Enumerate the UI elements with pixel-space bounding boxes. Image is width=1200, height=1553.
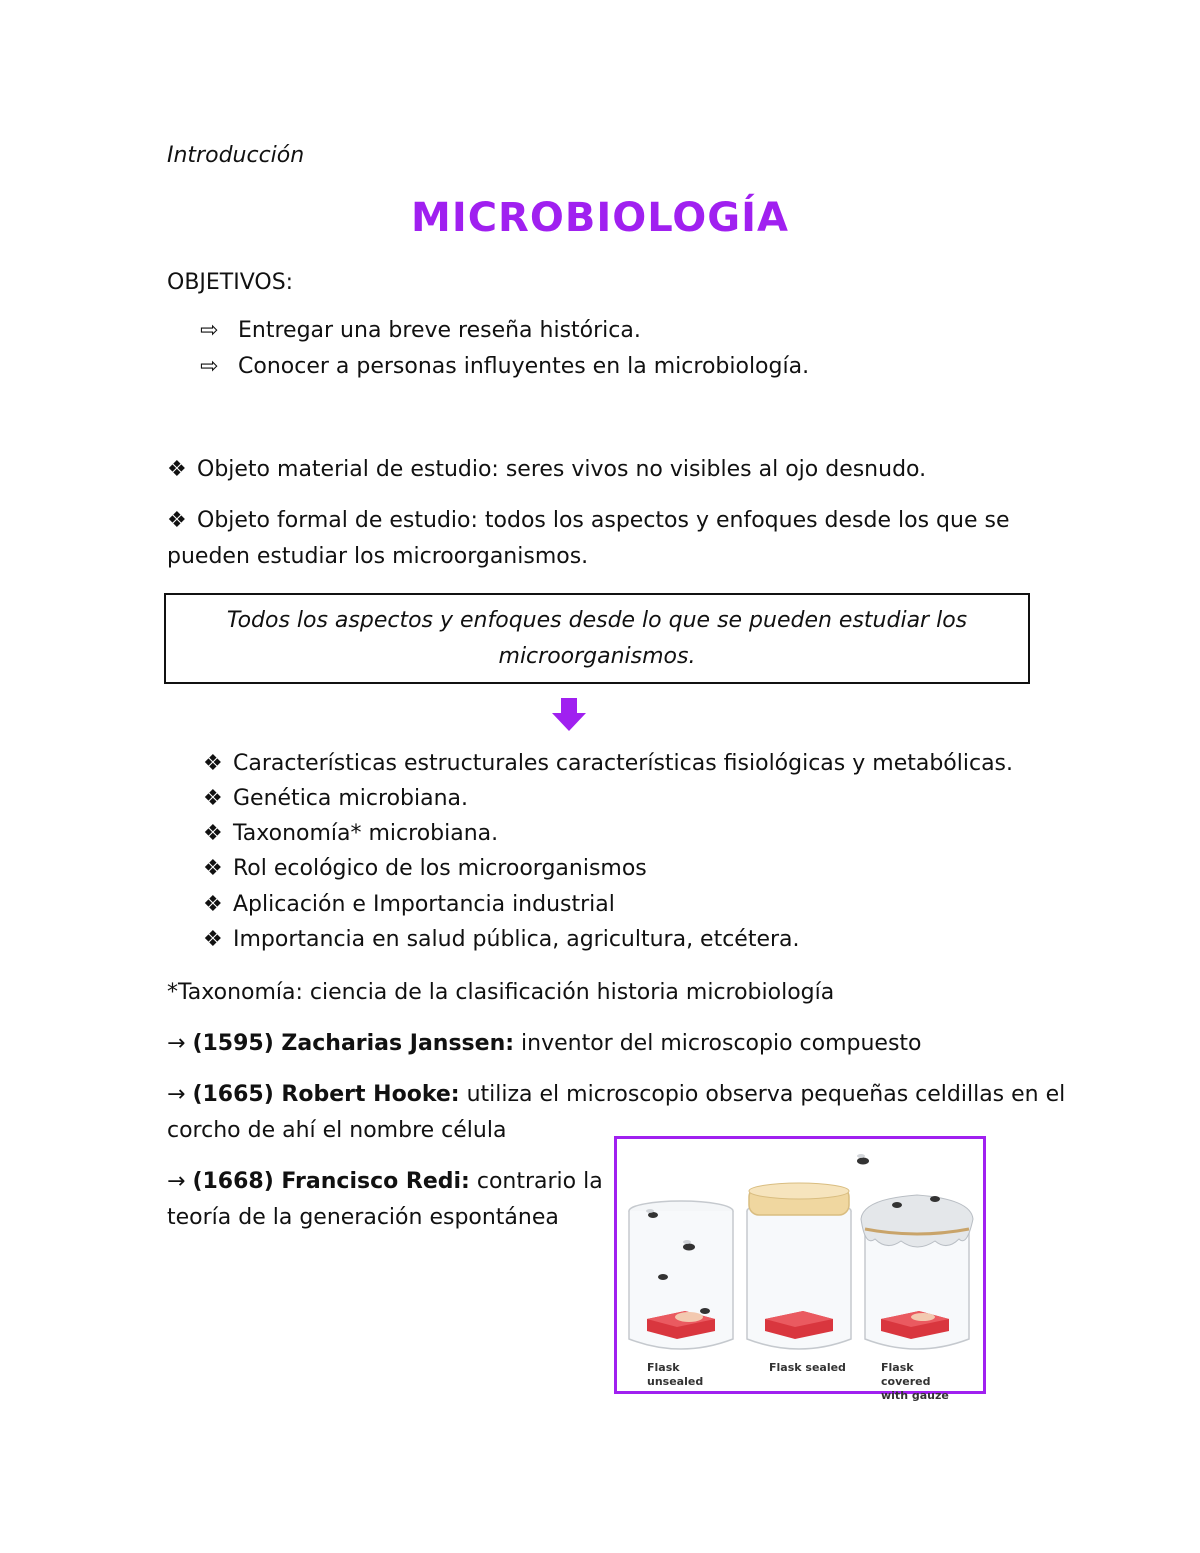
intro-heading: Introducción [167, 143, 305, 168]
objectives-label: OBJETIVOS: [167, 270, 294, 295]
history-hooke-line2: corcho de ahí el nombre célula [167, 1118, 507, 1143]
diamond-bullet-icon: ❖ [203, 821, 223, 846]
diamond-bullet-icon: ❖ [203, 856, 223, 881]
objective-item: ⇨ Entregar una breve reseña histórica. [200, 313, 641, 349]
study-item: ❖ Genética microbiana. [203, 781, 468, 817]
history-redi: → (1668) Francisco Redi: contrario la [167, 1169, 603, 1194]
caption-flask-sealed: Flask sealed [769, 1361, 846, 1374]
history-redi-line2: teoría de la generación espontánea [167, 1205, 559, 1230]
objeto-formal-line2: pueden estudiar los microorganismos. [167, 544, 589, 569]
arrow-icon: → [167, 1169, 193, 1194]
history-janssen: → (1595) Zacharias Janssen: inventor del microscopio compuesto [167, 1031, 922, 1056]
diamond-bullet-icon: ❖ [203, 786, 223, 811]
objeto-material: ❖ Objeto material de estudio: seres vivos no visibles al ojo desnudo. [167, 452, 926, 488]
right-arrow-icon: ⇨ [200, 318, 219, 343]
study-item: ❖ Taxonomía* microbiana. [203, 816, 498, 852]
right-arrow-icon: ⇨ [200, 354, 219, 379]
objeto-formal-line1: ❖ Objeto formal de estudio: todos los aspectos y enfoques desde los que se [167, 503, 1009, 539]
diamond-bullet-icon: ❖ [167, 508, 187, 533]
definition-box-text: Todos los aspectos y enfoques desde lo que se pueden estudiar los microorganismos. [226, 608, 968, 669]
study-item: ❖ Importancia en salud pública, agricultura, etcétera. [203, 922, 800, 958]
arrow-icon: → [167, 1031, 193, 1056]
study-item: ❖ Rol ecológico de los microorganismos [203, 851, 647, 887]
caption-flask-unsealed: Flask unsealed [647, 1361, 704, 1388]
flask-gauze [861, 1195, 973, 1349]
redi-experiment-figure [614, 1136, 986, 1402]
flask-sealed [747, 1183, 851, 1349]
taxonomy-note: *Taxonomía: ciencia de la clasificación historia microbiología [167, 980, 835, 1005]
flasks-illustration [617, 1139, 983, 1391]
arrow-icon: → [167, 1082, 193, 1107]
history-hooke: → (1665) Robert Hooke: utiliza el microscopio observa pequeñas celdillas en el [167, 1082, 1066, 1107]
diamond-bullet-icon: ❖ [203, 927, 223, 952]
page-title: MICROBIOLOGÍA [411, 195, 789, 241]
diamond-bullet-icon: ❖ [203, 751, 223, 776]
objective-item: ⇨ Conocer a personas influyentes en la microbiología. [200, 349, 809, 385]
study-item: ❖ Características estructurales características fisiológicas y metabólicas. [203, 746, 1013, 782]
study-item: ❖ Aplicación e Importancia industrial [203, 887, 615, 923]
caption-flask-gauze: Flask covered with gauze [881, 1361, 949, 1402]
down-arrow-icon [550, 696, 588, 734]
diamond-bullet-icon: ❖ [167, 457, 187, 482]
flask-unsealed [629, 1201, 733, 1349]
diamond-bullet-icon: ❖ [203, 892, 223, 917]
